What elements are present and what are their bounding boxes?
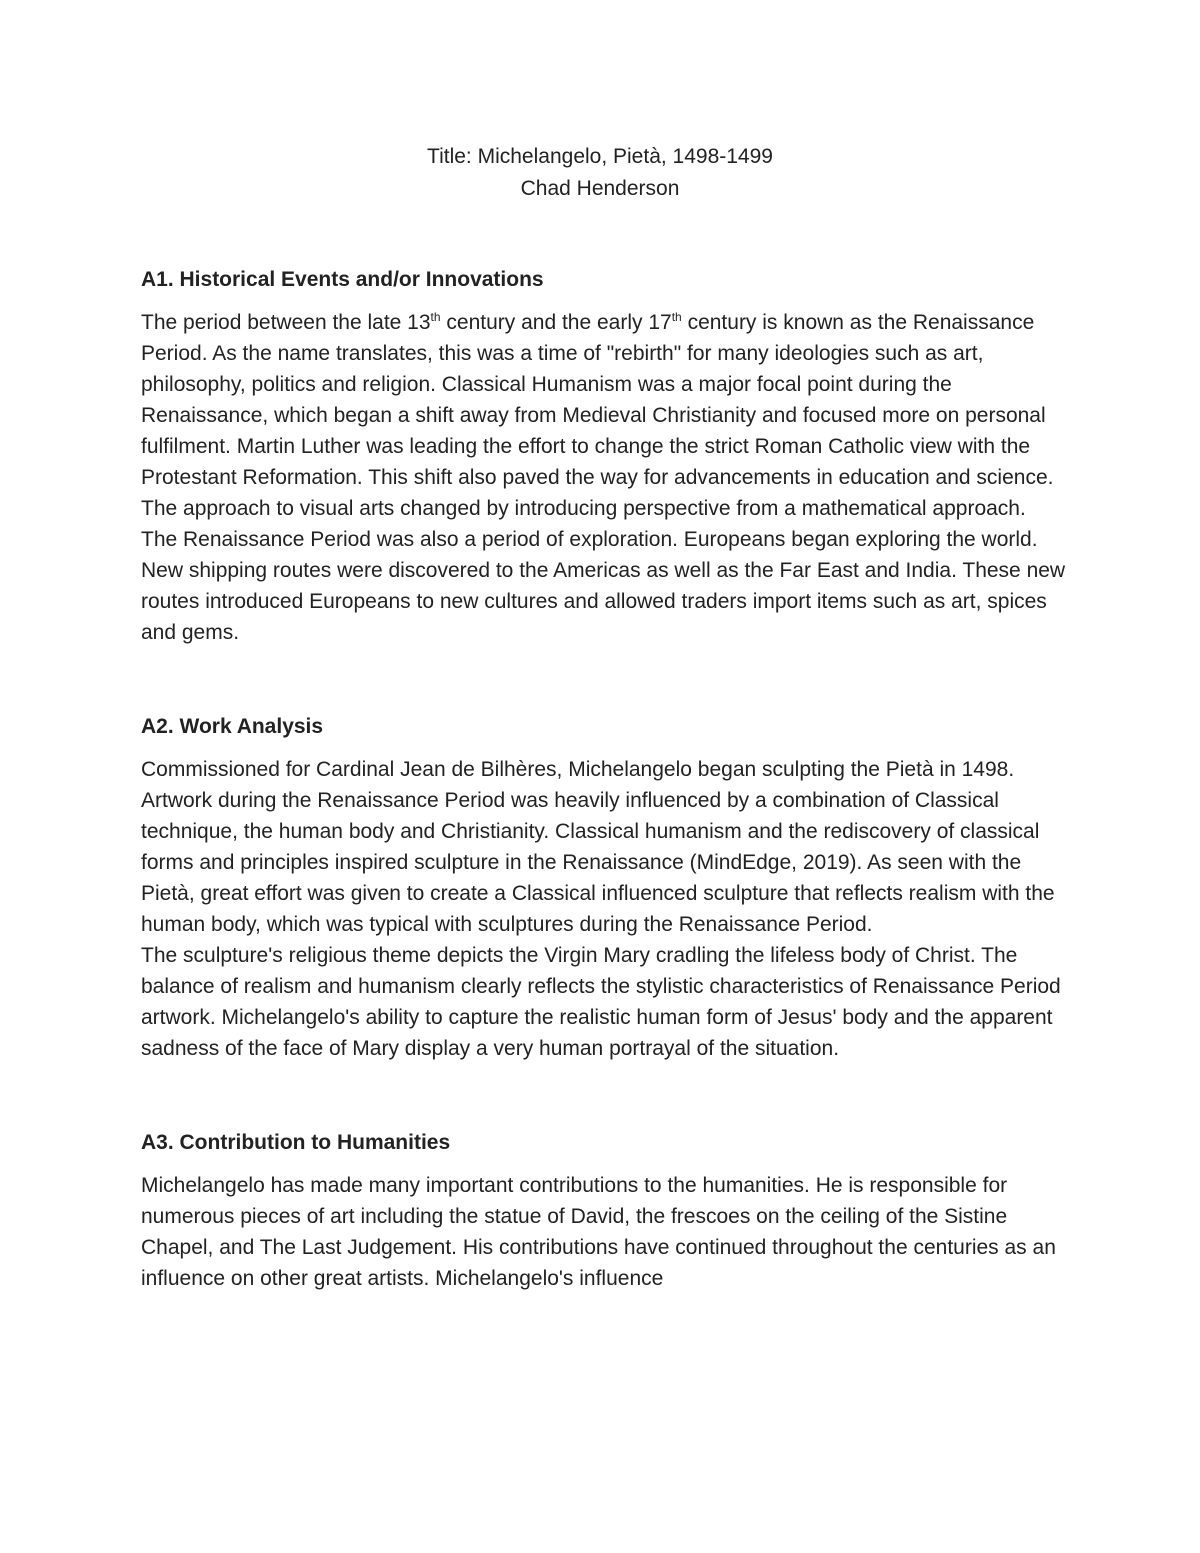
section-a1-paragraph-2: The Renaissance Period was also a period of exploration. Europeans began exploring the world. New shipping routes were discovered to the Americas as well as the Far East and India. These new routes introduced Europeans to new cultures and allowed traders import items such as art, spices and gems. bbox=[141, 528, 1066, 644]
section-heading-a3: A3. Contribution to Humanities bbox=[141, 1131, 451, 1154]
a1-p1-text-2: century and the early 17 bbox=[440, 311, 672, 334]
title-block bbox=[141, 141, 1059, 205]
section-a2-paragraph-2: The sculpture's religious theme depicts the Virgin Mary cradling the lifeless body of Christ. The balance of realism and humanism clearly reflects the stylistic characteristics of Renaissance Period artwork. Michelangelo's ability to capture the realistic human form of Jesus' body and the apparent sadness of the face of Mary display a very human portrayal of the situation. bbox=[141, 944, 1061, 1060]
document-page bbox=[141, 141, 1071, 1294]
a1-p1-text-3: century is known as the Renaissance Period. As the name translates, this was a time of "rebirth" for many ideologies such as art, philosophy, politics and religion. Classical Humanism was a major focal point during the Renaissance, which began a shift away from Medieval Christianity and focused more on personal fulfilment. Martin Luther was leading the effort to change the strict Roman Catholic view with the Protestant Reformation. This shift also paved the way for advancements in education and science. The approach to visual arts changed by introducing perspective from a mathematical approach. bbox=[141, 311, 1054, 520]
section-a1-paragraph-1 bbox=[141, 307, 1071, 524]
section-a2-paragraph-1: Commissioned for Cardinal Jean de Bilhères, Michelangelo began sculpting the Pietà in 1498. Artwork during the Renaissance Period was heavily influenced by a combination of Classical technique, the human body and Christianity. Classical humanism and the rediscovery of classical forms and principles inspired sculpture in the Renaissance (MindEdge, 2019). As seen with the Pietà, great effort was given to create a Classical influenced sculpture that reflects realism with the human body, which was typical with sculptures during the Renaissance Period. bbox=[141, 758, 1055, 936]
section-heading-a2: A2. Work Analysis bbox=[141, 715, 324, 738]
section-a3-paragraph-1: Michelangelo has made many important contributions to the humanities. He is responsible for numerous pieces of art including the statue of David, the frescoes on the ceiling of the Sistine Chapel, and The Last Judgement. His contributions have continued throughout the centuries as an influence on other great artists. Michelangelo's influence bbox=[141, 1174, 1056, 1290]
a1-p1-superscript-1: th bbox=[430, 310, 441, 324]
a1-p1-superscript-2: th bbox=[671, 310, 682, 324]
document-title: Title: Michelangelo, Pietà, 1498-1499 bbox=[427, 145, 773, 168]
section-heading-a1: A1. Historical Events and/or Innovations bbox=[141, 268, 544, 291]
a1-p1-text-1: The period between the late 13 bbox=[141, 311, 431, 334]
document-author: Chad Henderson bbox=[520, 177, 680, 200]
